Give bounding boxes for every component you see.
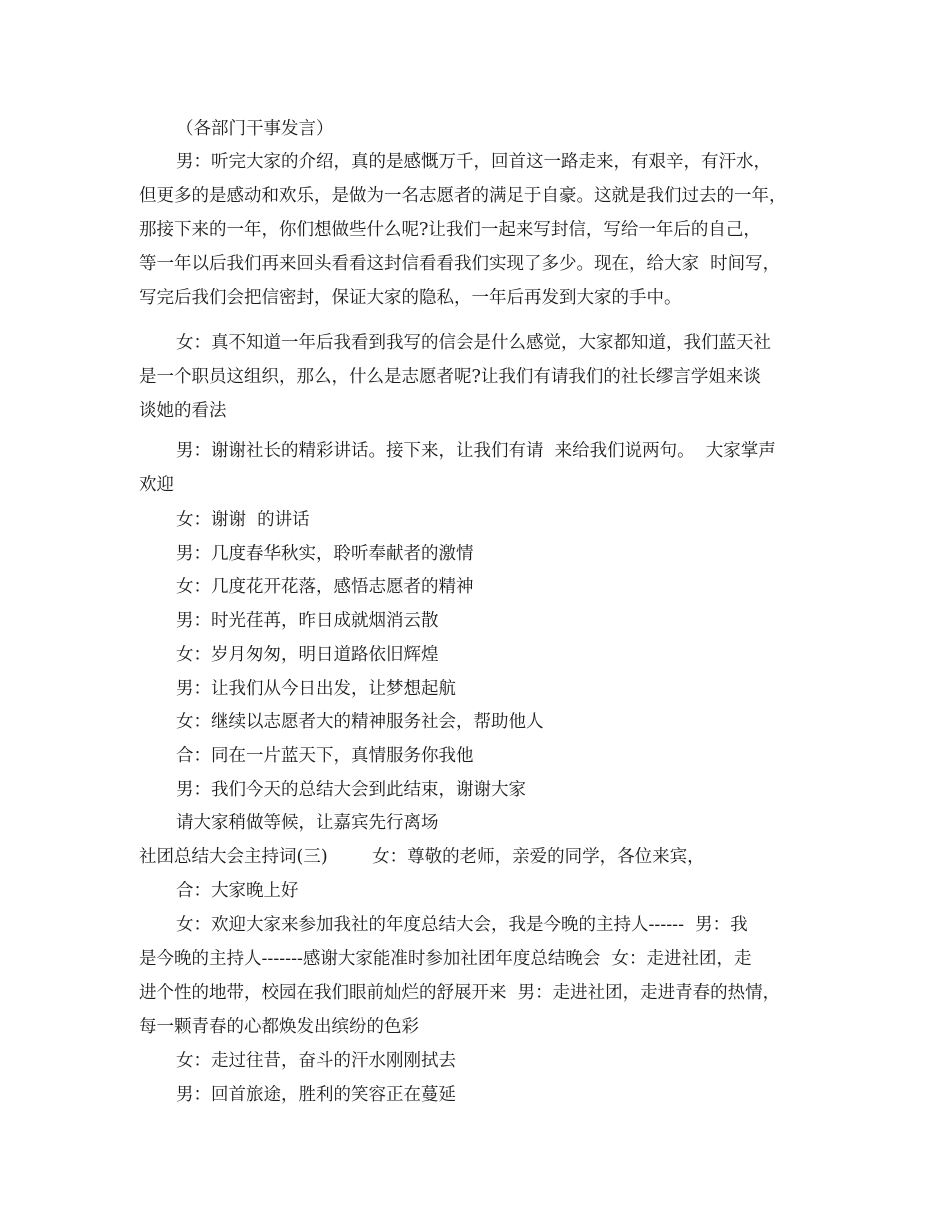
- text-line: 女：继续以志愿者大的精神服务社会，帮助他人: [176, 712, 544, 732]
- text-line: 男：让我们从今日出发，让梦想起航: [176, 679, 456, 699]
- text-line: 女：谢谢 的讲话: [176, 510, 310, 530]
- text-line: 合：大家晚上好: [176, 881, 299, 901]
- text-line: 女：岁月匆匆，明日道路依旧辉煌: [176, 645, 439, 665]
- text-line: 是今晚的主持人-------感谢大家能准时参加社团年度总结晚会 女：走进社团，走: [139, 949, 752, 969]
- text-line: 合：同在一片蓝天下，真情服务你我他: [176, 746, 474, 766]
- text-line: 欢迎: [139, 475, 174, 495]
- text-line: 请大家稍做等候，让嘉宾先行离场: [176, 813, 439, 833]
- text-line: 男：听完大家的介绍，真的是感慨万千，回首这一路走来，有艰辛，有汗水，: [176, 152, 771, 172]
- text-line: 女：几度花开花落，感悟志愿者的精神: [176, 577, 474, 597]
- text-line: 进个性的地带，校园在我们眼前灿烂的舒展开来 男：走进社团，走进青春的热情，: [139, 983, 781, 1003]
- text-line: 男：谢谢社长的精彩讲话。接下来，让我们有请 来给我们说两句。 大家掌声: [176, 441, 776, 461]
- text-line: 男：我们今天的总结大会到此结束，谢谢大家: [176, 780, 526, 800]
- text-line: 等一年以后我们再来回头看看这封信看看我们实现了多少。现在，给大家 时间写，: [139, 254, 781, 274]
- text-line: （各部门干事发言）: [176, 119, 334, 139]
- text-line: 男：几度春华秋实，聆听奉献者的激情: [176, 544, 474, 564]
- text-line: 那接下来的一年，你们想做些什么呢?让我们一起来写封信，写给一年后的自己，: [139, 220, 761, 240]
- text-line: 女：欢迎大家来参加我社的年度总结大会，我是今晚的主持人------ 男：我: [176, 915, 748, 935]
- text-line: 男：回首旅途，胜利的笑容正在蔓延: [176, 1085, 456, 1105]
- text-line: 但更多的是感动和欢乐，是做为一名志愿者的满足于自豪。这就是我们过去的一年，: [139, 186, 787, 206]
- text-line: 每一颗青春的心都焕发出缤纷的色彩: [139, 1017, 419, 1037]
- text-line: 写完后我们会把信密封，保证大家的隐私，一年后再发到大家的手中。: [139, 288, 682, 308]
- text-line: 女：真不知道一年后我看到我写的信会是什么感觉，大家都知道，我们蓝天社: [176, 333, 771, 353]
- text-line: 是一个职员这组织，那么，什么是志愿者呢?让我们有请我们的社长缪言学姐来谈: [139, 367, 761, 387]
- text-line: 谈她的看法: [139, 401, 227, 421]
- text-line: 女：走过往昔，奋斗的汗水刚刚拭去: [176, 1051, 456, 1071]
- text-line: 男：时光荏苒，昨日成就烟消云散: [176, 611, 439, 631]
- text-line: 社团总结大会主持词(三) 女：尊敬的老师，亲爱的同学，各位来宾，: [139, 847, 705, 867]
